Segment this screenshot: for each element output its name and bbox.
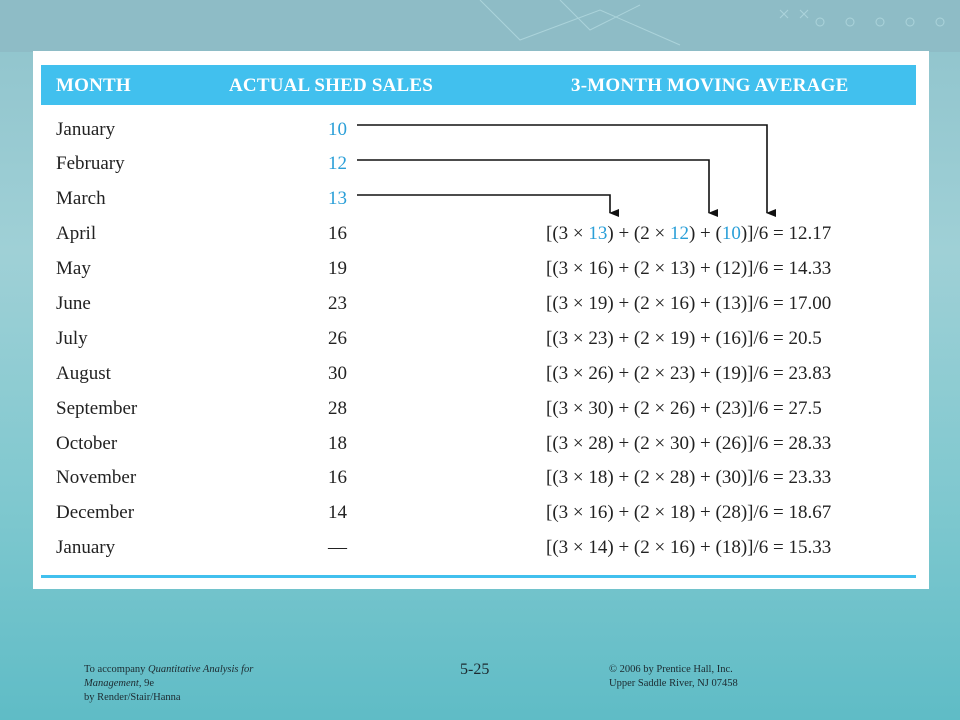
page-number: 5-25 bbox=[460, 661, 490, 678]
header-average: 3-MONTH MOVING AVERAGE bbox=[571, 75, 849, 96]
table-row bbox=[41, 537, 916, 572]
sales-cell: 16 bbox=[328, 467, 347, 488]
formula-cell: [(3 × 14) + (2 × 16) + (18)]/6 = 15.33 bbox=[546, 537, 832, 558]
table-row bbox=[41, 293, 916, 328]
table-row bbox=[41, 153, 916, 188]
slide-canvas bbox=[33, 51, 929, 589]
footer-copyright bbox=[609, 663, 829, 691]
table-row bbox=[41, 328, 916, 363]
formula-part: 12 bbox=[669, 223, 689, 244]
header-decoration bbox=[0, 0, 960, 52]
sales-cell: 28 bbox=[328, 398, 347, 419]
formula-cell: [(3 × 30) + (2 × 26) + (23)]/6 = 27.5 bbox=[546, 398, 822, 419]
formula-part: ) + (2 × bbox=[607, 223, 670, 244]
formula-part: [(3 × bbox=[546, 223, 589, 244]
header-month: MONTH bbox=[56, 75, 131, 96]
table-row bbox=[41, 433, 916, 468]
sales-cell: 26 bbox=[328, 328, 347, 349]
sales-cell: 14 bbox=[328, 502, 347, 523]
sales-cell: 30 bbox=[328, 363, 347, 384]
formula-cell: [(3 × 16) + (2 × 18) + (28)]/6 = 18.67 bbox=[546, 502, 832, 523]
table-row bbox=[41, 223, 916, 258]
footer-book-title: Management bbox=[84, 678, 139, 689]
table-row bbox=[41, 258, 916, 293]
copyright-line: © 2006 by Prentice Hall, Inc. bbox=[609, 664, 733, 675]
month-cell: March bbox=[56, 188, 106, 209]
header-sales: ACTUAL SHED SALES bbox=[229, 75, 434, 96]
footer-book-title: Quantitative Analysis for bbox=[148, 664, 254, 675]
month-cell: January bbox=[56, 119, 116, 140]
month-cell: January bbox=[56, 537, 116, 558]
month-cell: September bbox=[56, 398, 138, 419]
table-row bbox=[41, 119, 916, 154]
sales-cell: 16 bbox=[328, 223, 347, 244]
table-bottom-rule bbox=[41, 575, 916, 578]
formula-part: ) + ( bbox=[688, 223, 722, 244]
footer-text: To accompany bbox=[84, 664, 148, 675]
table-row bbox=[41, 467, 916, 502]
month-cell: November bbox=[56, 467, 137, 488]
formula-part: 10 bbox=[721, 223, 741, 244]
footer-text: , 9e bbox=[138, 678, 154, 689]
publisher-address: Upper Saddle River, NJ 07458 bbox=[609, 678, 738, 689]
formula-part: 13 bbox=[588, 223, 608, 244]
sales-cell: 23 bbox=[328, 293, 347, 314]
sales-cell: 10 bbox=[328, 119, 347, 140]
month-cell: October bbox=[56, 433, 118, 454]
footer-citation bbox=[84, 663, 324, 705]
formula-cell: [(3 × 19) + (2 × 16) + (13)]/6 = 17.00 bbox=[546, 293, 832, 314]
month-cell: August bbox=[56, 363, 111, 384]
formula-cell: [(3 × 18) + (2 × 28) + (30)]/6 = 23.33 bbox=[546, 467, 832, 488]
sales-cell: 18 bbox=[328, 433, 347, 454]
sales-cell: 13 bbox=[328, 188, 347, 209]
formula-cell: [(3 × 23) + (2 × 19) + (16)]/6 = 20.5 bbox=[546, 328, 822, 349]
month-cell: December bbox=[56, 502, 135, 523]
table-header bbox=[41, 65, 916, 105]
formula-cell: [(3 × 16) + (2 × 13) + (12)]/6 = 14.33 bbox=[546, 258, 832, 279]
table-row bbox=[41, 398, 916, 433]
table-row bbox=[41, 363, 916, 398]
month-cell: July bbox=[56, 328, 88, 349]
month-cell: June bbox=[56, 293, 91, 314]
sales-cell: 12 bbox=[328, 153, 347, 174]
month-cell: April bbox=[56, 223, 97, 244]
footer-authors: by Render/Stair/Hanna bbox=[84, 692, 181, 703]
month-cell: February bbox=[56, 153, 125, 174]
table-row bbox=[41, 188, 916, 223]
sales-cell: 19 bbox=[328, 258, 347, 279]
formula-cell bbox=[546, 223, 831, 245]
sales-cell: — bbox=[328, 537, 347, 558]
month-cell: May bbox=[56, 258, 91, 279]
table-row bbox=[41, 502, 916, 537]
formula-cell: [(3 × 28) + (2 × 30) + (26)]/6 = 28.33 bbox=[546, 433, 832, 454]
moving-average-table bbox=[41, 65, 916, 579]
formula-part: )]/6 = 12.17 bbox=[740, 223, 832, 244]
formula-cell: [(3 × 26) + (2 × 23) + (19)]/6 = 23.83 bbox=[546, 363, 832, 384]
